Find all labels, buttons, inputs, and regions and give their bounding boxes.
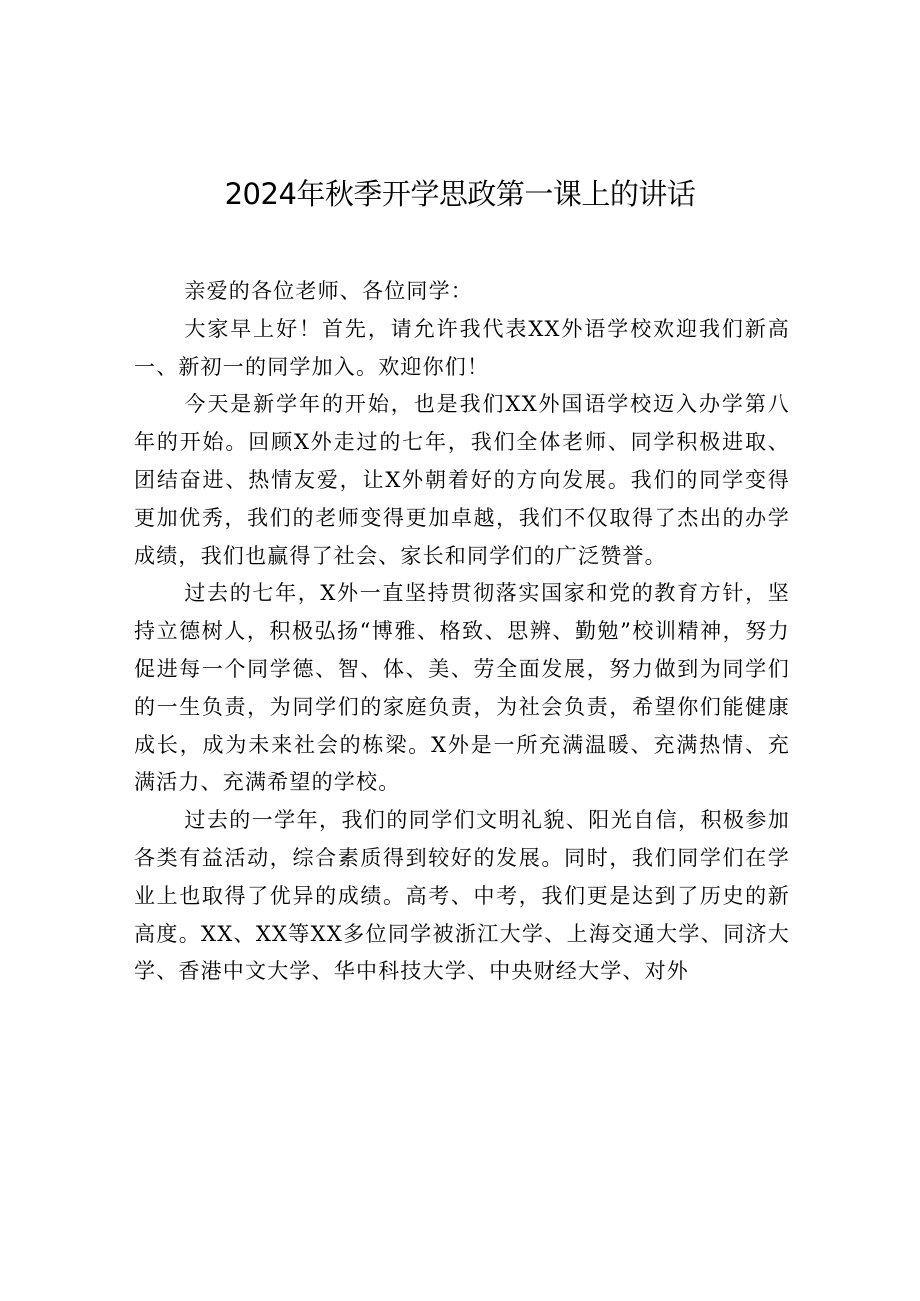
paragraph-new-year: 今天是新学年的开始，也是我们XX外国语学校迈入办学第八年的开始。回顾X外走过的七年，我们全体老师、同学积极进取、团结奋进、热情友爱，让X外朝着好的方向发展。我们的同学变得更加优秀，我们的老师变得更加卓越，我们不仅取得了杰出的办学成绩，我们也赢得了社会、家长和同学们的广泛赞誉。 [134,392,790,568]
paragraph-past-seven-years: 过去的七年，X外一直坚持贯彻落实国家和党的教育方针，坚持立德树人，积极弘扬“博雅、格致、思辨、勤勉”校训精神，努力促进每一个同学德、智、体、美、劳全面发展，努力做到为同学们的一生负责，为同学们的家庭负责，为社会负责，希望你们能健康成长，成为未来社会的栋梁。X外是一所充满温暖、充满热情、充满活力、充满希望的学校。 [134,581,790,795]
paragraph-past-year: 过去的一学年，我们的同学们文明礼貌、阳光自信，积极参加各类有益活动，综合素质得到较好的发展。同时，我们同学们在学业上也取得了优异的成绩。高考、中考，我们更是达到了历史的新高度。XX、XX等XX多位同学被浙江大学、上海交通大学、同济大学、香港中文大学、华中科技大学、中央财经大学、对外 [134,808,790,984]
document-body [134,273,790,991]
paragraph-salutation: 亲爱的各位老师、各位同学： [184,279,473,303]
document-title: 2024年秋季开学思政第一课上的讲话 [224,177,696,211]
paragraph-greeting: 大家早上好！首先，请允许我代表XX外语学校欢迎我们新高一、新初一的同学加入。欢迎你们！ [134,316,790,379]
